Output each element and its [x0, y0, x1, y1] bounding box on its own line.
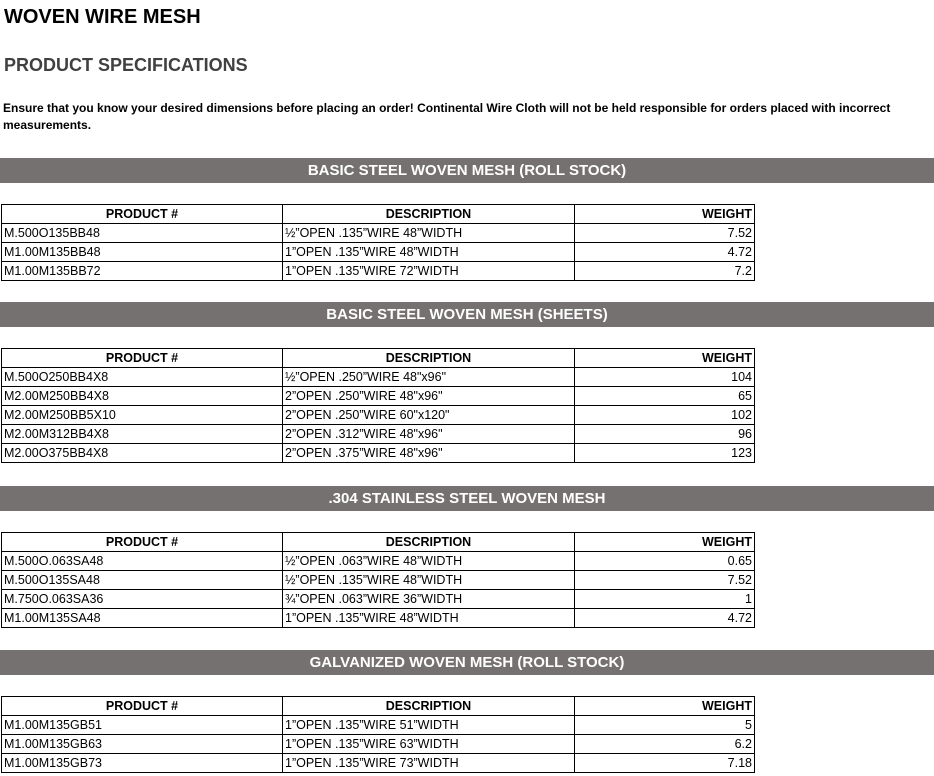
spec-table-roll-stock: [1, 204, 755, 281]
product-number: M.750O.063SA36: [2, 590, 283, 609]
product-weight: 7.52: [575, 571, 755, 590]
col-header-product: PRODUCT #: [2, 205, 283, 224]
product-weight: 6.2: [575, 735, 755, 754]
product-description: 1”OPEN .135”WIRE 48”WIDTH: [283, 609, 575, 628]
product-weight: 0.65: [575, 552, 755, 571]
product-description: ¾”OPEN .063”WIRE 36”WIDTH: [283, 590, 575, 609]
col-header-weight: WEIGHT: [575, 205, 755, 224]
table-row: [2, 368, 755, 387]
product-number: M1.00M135BB72: [2, 262, 283, 281]
product-description: ½”OPEN .250”WIRE 48"x96": [283, 368, 575, 387]
table-row: [2, 571, 755, 590]
col-header-description: DESCRIPTION: [283, 205, 575, 224]
product-number: M1.00M135GB63: [2, 735, 283, 754]
product-number: M1.00M135BB48: [2, 243, 283, 262]
page-title: WOVEN WIRE MESH: [4, 6, 201, 28]
spec-table-galvanized: [1, 696, 755, 773]
product-description: 1”OPEN .135”WIRE 48”WIDTH: [283, 243, 575, 262]
product-description: ½”OPEN .135”WIRE 48”WIDTH: [283, 224, 575, 243]
table-row: [2, 243, 755, 262]
product-weight: 4.72: [575, 609, 755, 628]
product-weight: 96: [575, 425, 755, 444]
col-header-weight: WEIGHT: [575, 533, 755, 552]
table-header-row: [2, 205, 755, 224]
product-description: ½”OPEN .135”WIRE 48”WIDTH: [283, 571, 575, 590]
product-description: 2”OPEN .250”WIRE 48"x96": [283, 387, 575, 406]
product-description: 2”OPEN .312”WIRE 48"x96": [283, 425, 575, 444]
product-weight: 7.52: [575, 224, 755, 243]
spec-table-stainless: [1, 532, 755, 628]
section-banner-stainless: .304 STAINLESS STEEL WOVEN MESH: [0, 486, 934, 511]
table-row: [2, 262, 755, 281]
table-row: [2, 444, 755, 463]
product-description: 1”OPEN .135”WIRE 73”WIDTH: [283, 754, 575, 773]
product-description: ½”OPEN .063”WIRE 48”WIDTH: [283, 552, 575, 571]
product-weight: 104: [575, 368, 755, 387]
product-number: M1.00M135SA48: [2, 609, 283, 628]
product-description: 1”OPEN .135”WIRE 63”WIDTH: [283, 735, 575, 754]
product-description: 2”OPEN .250”WIRE 60"x120": [283, 406, 575, 425]
section-banner-roll-stock: BASIC STEEL WOVEN MESH (ROLL STOCK): [0, 158, 934, 183]
col-header-product: PRODUCT #: [2, 697, 283, 716]
table-row: [2, 387, 755, 406]
section-banner-galvanized: GALVANIZED WOVEN MESH (ROLL STOCK): [0, 650, 934, 675]
table-row: [2, 716, 755, 735]
col-header-description: DESCRIPTION: [283, 349, 575, 368]
product-weight: 5: [575, 716, 755, 735]
table-row: [2, 406, 755, 425]
col-header-weight: WEIGHT: [575, 697, 755, 716]
product-number: M2.00O375BB4X8: [2, 444, 283, 463]
col-header-description: DESCRIPTION: [283, 533, 575, 552]
table-row: [2, 224, 755, 243]
table-row: [2, 425, 755, 444]
product-number: M1.00M135GB73: [2, 754, 283, 773]
product-number: M2.00M250BB5X10: [2, 406, 283, 425]
product-number: M1.00M135GB51: [2, 716, 283, 735]
table-header-row: [2, 349, 755, 368]
spec-table-sheets: [1, 348, 755, 463]
section-banner-sheets: BASIC STEEL WOVEN MESH (SHEETS): [0, 302, 934, 327]
col-header-description: DESCRIPTION: [283, 697, 575, 716]
product-number: M2.00M312BB4X8: [2, 425, 283, 444]
product-weight: 7.2: [575, 262, 755, 281]
product-description: 1”OPEN .135”WIRE 72”WIDTH: [283, 262, 575, 281]
product-number: M.500O250BB4X8: [2, 368, 283, 387]
product-number: M.500O135BB48: [2, 224, 283, 243]
col-header-product: PRODUCT #: [2, 349, 283, 368]
product-description: 2”OPEN .375”WIRE 48"x96": [283, 444, 575, 463]
product-weight: 4.72: [575, 243, 755, 262]
page-subtitle: PRODUCT SPECIFICATIONS: [4, 55, 248, 75]
table-row: [2, 735, 755, 754]
table-row: [2, 552, 755, 571]
col-header-product: PRODUCT #: [2, 533, 283, 552]
product-weight: 123: [575, 444, 755, 463]
table-header-row: [2, 697, 755, 716]
product-weight: 65: [575, 387, 755, 406]
product-weight: 1: [575, 590, 755, 609]
table-row: [2, 609, 755, 628]
table-header-row: [2, 533, 755, 552]
product-number: M.500O135SA48: [2, 571, 283, 590]
product-weight: 102: [575, 406, 755, 425]
product-weight: 7.18: [575, 754, 755, 773]
table-row: [2, 590, 755, 609]
product-number: M2.00M250BB4X8: [2, 387, 283, 406]
col-header-weight: WEIGHT: [575, 349, 755, 368]
table-row: [2, 754, 755, 773]
order-notice: Ensure that you know your desired dimensions before placing an order! Continental Wire Cloth will not be held responsible for orders placed with incorrect measurements.: [3, 101, 891, 132]
product-description: 1”OPEN .135”WIRE 51”WIDTH: [283, 716, 575, 735]
product-number: M.500O.063SA48: [2, 552, 283, 571]
